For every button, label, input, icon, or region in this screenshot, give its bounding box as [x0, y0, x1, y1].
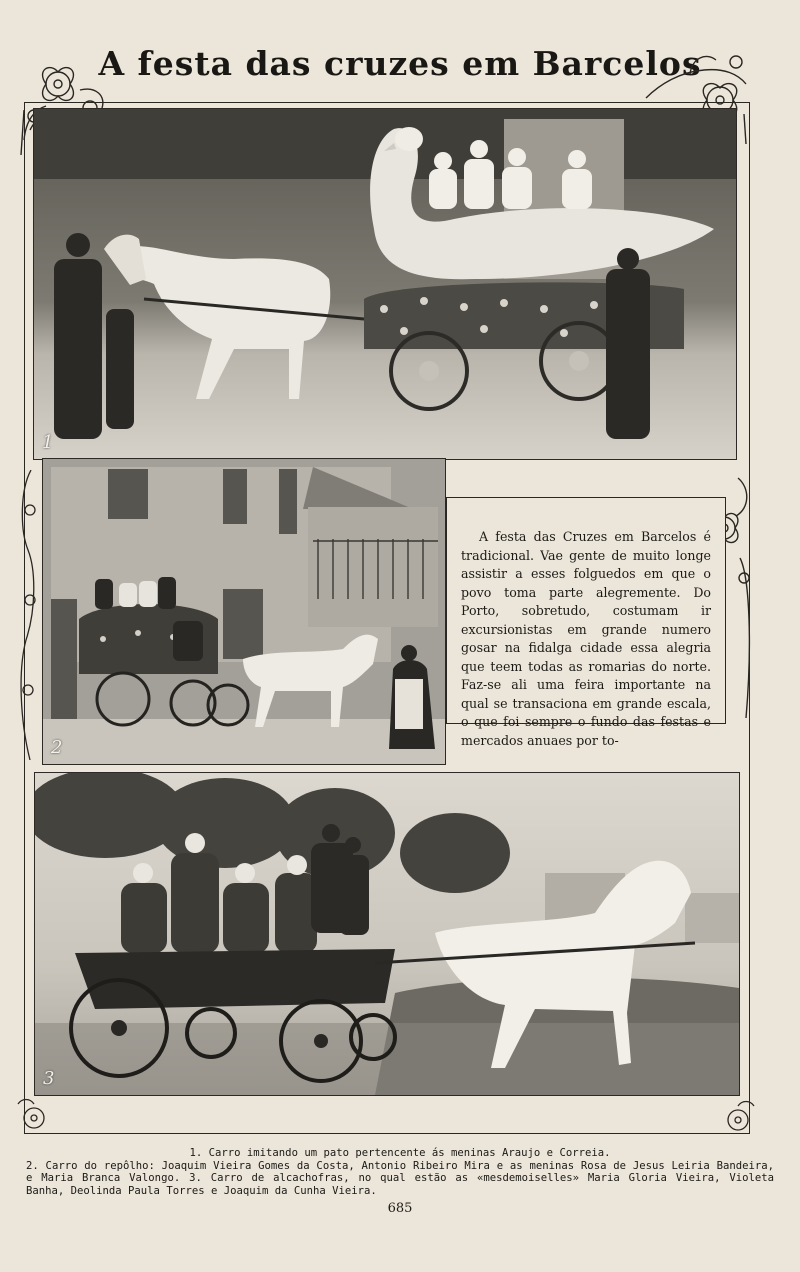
photo-captions	[26, 1147, 774, 1197]
photo-number-3: 3	[43, 1068, 55, 1089]
photo-duck-float	[33, 108, 737, 460]
photo-number-1: 1	[42, 432, 54, 453]
article-text: A festa das Cruzes em Barcelos é tradicional. Vae gente de muito longe assistir a esses folguedos em que o povo toma parte alegremente. Do Porto, sobretudo, costumam ir excursionistas em grande numero gosar na fidalga cidade essa alegria que teem todas as romarias do norte. Faz-se ali uma feira importante na qual se transaciona em grande escala, o que foi sempre o fundo das festas e mercados anuaes por to-	[461, 529, 711, 748]
artichoke-cart-image	[35, 773, 739, 1095]
floral-ornament-bottom-right-icon	[716, 1096, 760, 1142]
page-title: A festa das cruzes em Barcelos	[98, 44, 702, 83]
photo-number-2: 2	[51, 737, 63, 758]
floral-ornament-bottom-left-icon	[12, 1094, 56, 1140]
photo-artichoke-cart	[34, 772, 740, 1096]
article-box	[446, 497, 726, 748]
cabbage-cart-image	[43, 459, 445, 764]
caption-line-1: 1. Carro imitando um pato pertencente ás meninas Araujo e Correia.	[189, 1147, 611, 1159]
caption-line-2: 2. Carro do repôlho: Joaquim Vieira Gomes da Costa, Antonio Ribeiro Mira e as meninas Rosa de Jesus Leiria Bandeira, e Maria Branca Valongo. 3. Carro de alcachofras, no qual estão as «mesdemoiselles» Maria Gloria Vieira, Violeta Banha, Deolinda Paula Torres e Joaquim da Cunha Vieira.	[26, 1159, 774, 1197]
page-number: 685	[387, 1201, 413, 1216]
photo-cabbage-cart	[42, 458, 446, 765]
duck-float-image	[34, 109, 736, 459]
